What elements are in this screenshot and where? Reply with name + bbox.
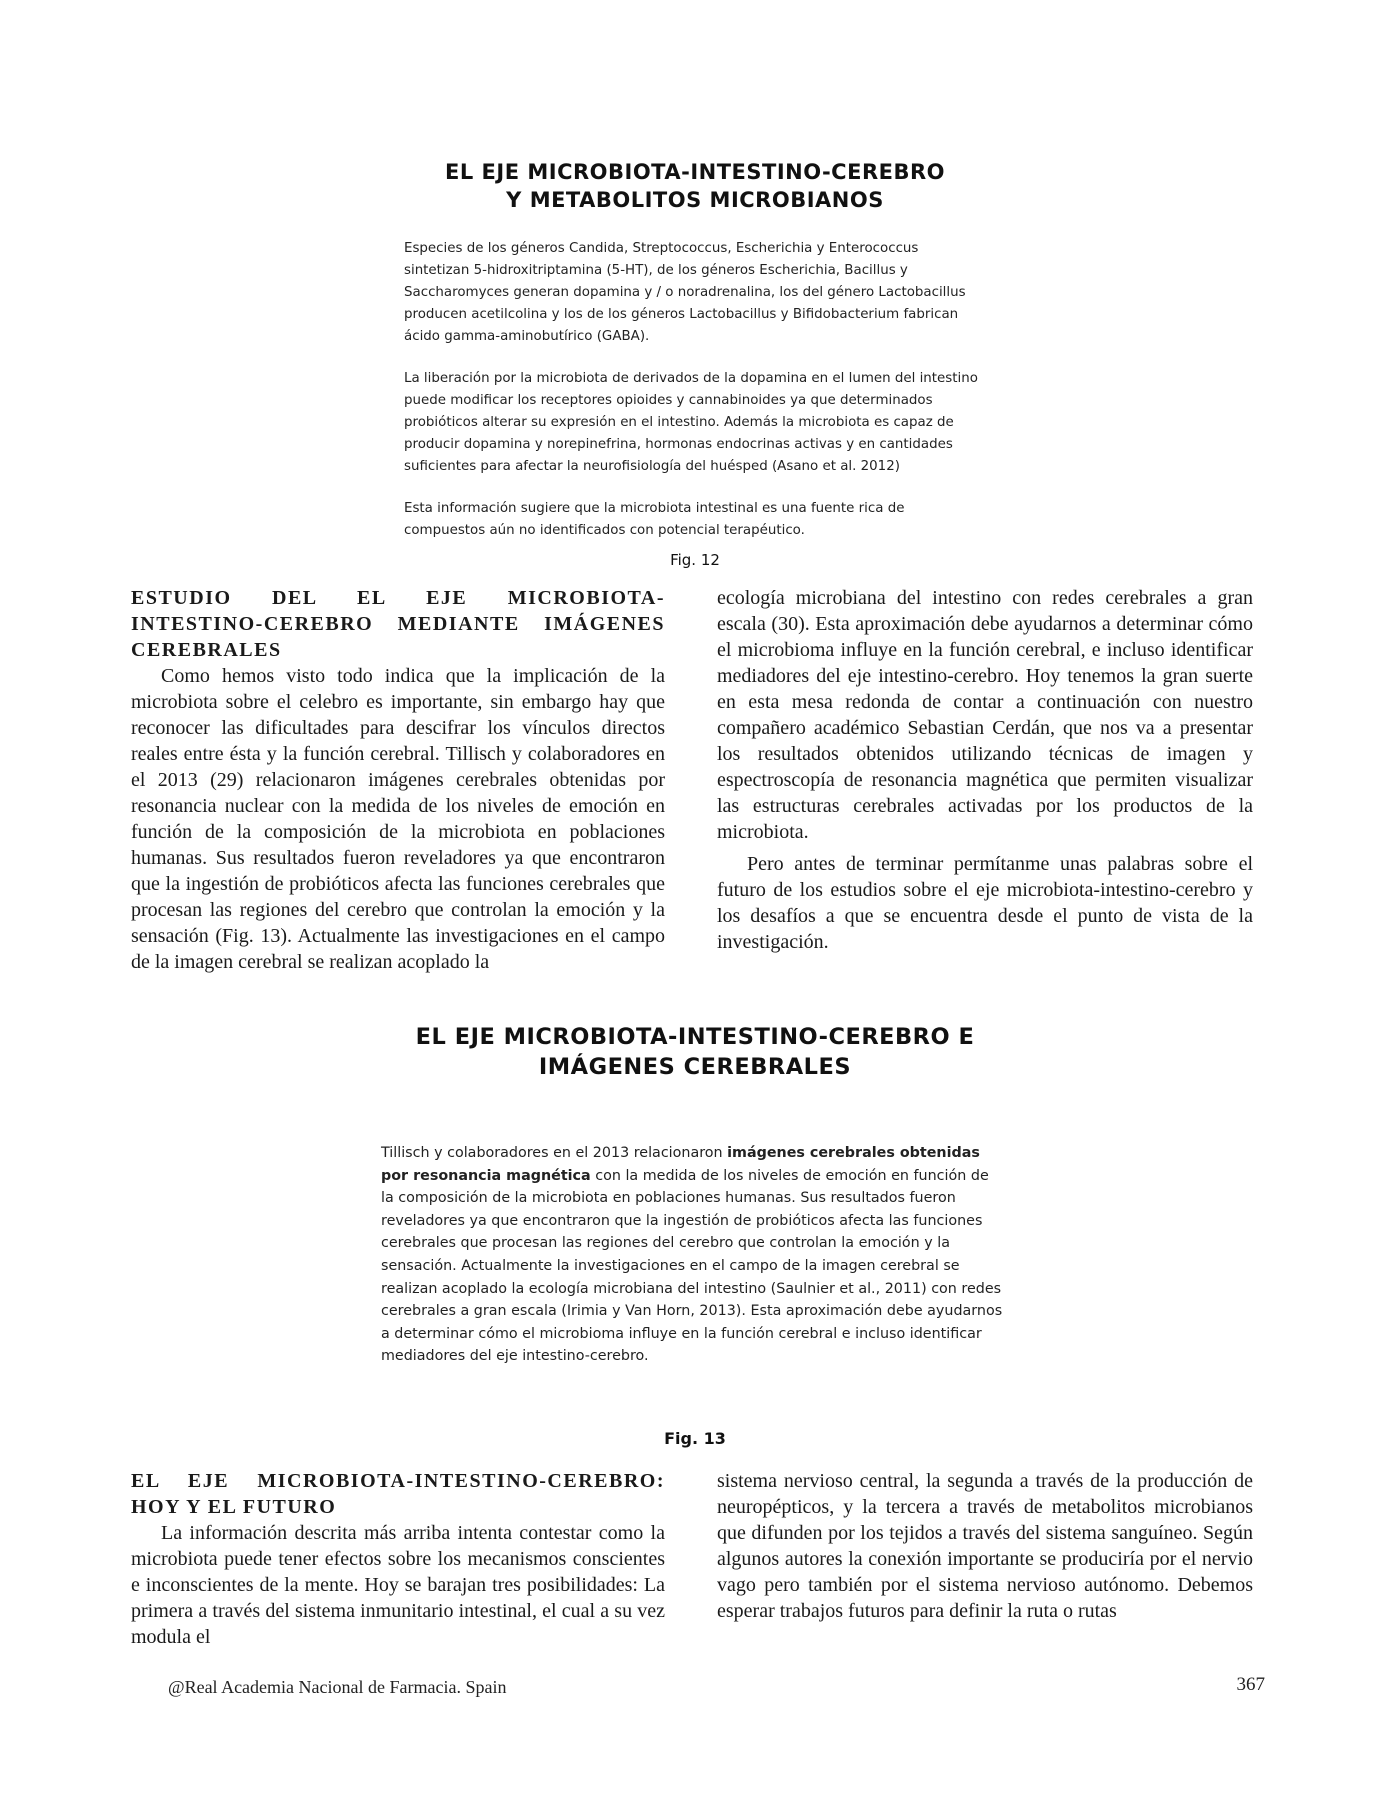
section-1-heading-line-1: ESTUDIO DEL EL EJE MICROBIOTA- [131,587,665,609]
figure-13 [345,1022,1045,1082]
figure-12-title-line-2: Y METABOLITOS MICROBIANOS [506,188,884,212]
section-1-right-paragraph-2: Pero antes de terminar permítanme unas palabras sobre el futuro de los estudios sobre el eje microbiota-intestino-cerebro y los desafíos a que se encuentra desde el punto de vista de la investigación. [717,853,1253,953]
section-2-heading [131,1468,665,1520]
section-1-heading-line-3: CEREBRALES [131,639,282,661]
figure-13-text-rest: con la medida de los niveles de emoción en función de la composición de la microbiota en poblaciones humanas. Sus resultados fueron reveladores ya que encontraron que la ingestión de probióticos afecta las funciones cerebrales que procesan las regiones del cerebro que controlan la emoción y la sensación. Actualmente la investigaciones en el campo de la imagen cerebral se realizan acoplado la ecología microbiana del intestino (Saulnier et al., 2011) con redes cerebrales a gran escala (Irimia y Van Horn, 2013). Esta aproximación debe ayudarnos a determinar cómo el microbioma influye en la función cerebral e incluso identificar mediadores del eje intestino-cerebro. [381,1167,1003,1365]
section-2-right-column [717,1468,1253,1624]
section-1-left-column [131,585,665,975]
section-2-left-paragraph: La información descrita más arriba intenta contestar como la microbiota puede tener efectos sobre los mecanismos conscientes e inconscientes de la mente. Hoy se barajan tres posibilidades: La primera a través del sistema inmunitario intestinal, el cual a su vez modula el [131,1522,665,1648]
section-1-heading [131,585,665,663]
figure-13-body [381,1142,1004,1368]
figure-13-text-intro: Tillisch y colaboradores en el 2013 relacionaron [381,1145,728,1161]
figure-12-paragraph: Esta información sugiere que la microbiota intestinal es una fuente rica de compuestos aún no identificados con potencial terapéutico. [404,501,905,538]
figure-13-title-line-1: EL EJE MICROBIOTA-INTESTINO-CEREBRO E [415,1024,975,1050]
footer-publisher: @Real Academia Nacional de Farmacia. Spain [168,1677,507,1697]
page-number: 367 [1236,1674,1265,1695]
section-1-heading-line-2: INTESTINO-CEREBRO MEDIANTE IMÁGENES [131,613,665,635]
section-1-right-column [717,585,1253,955]
figure-13-title-line-2: IMÁGENES CEREBRALES [538,1054,852,1080]
figure-12-title [395,158,995,214]
figure-13-paragraph [381,1142,1004,1368]
section-2-heading-line-2: HOY Y EL FUTURO [131,1496,337,1518]
section-2-left-column [131,1468,665,1650]
figure-13-label: Fig. 13 [664,1429,726,1448]
figure-13-text-bold: imágenes cerebrales obtenidas por resonancia magnética [381,1145,980,1184]
figure-12-paragraph: La liberación por la microbiota de derivados de la dopamina en el lumen del intestino puede modificar los receptores opioides y cannabinoides ya que determinados probióticos alterar su expresión en el intestino. Además la microbiota es capaz de producir dopamina y norepinefrina, hormonas endocrinas activas y en cantidades suficientes para afectar la neurofisiología del huésped (Asano et al. 2012) [404,371,978,474]
section-2-right-paragraph: sistema nervioso central, la segunda a través de la producción de neuropépticos, y la tercera a través de metabolitos microbianos que difunden por los tejidos a través del sistema sanguíneo. Según algunos autores la conexión importante se produciría por el nervio vago pero también por el sistema nervioso autónomo. Debemos esperar trabajos futuros para definir la ruta o rutas [717,1470,1253,1622]
section-1-right-paragraph-1: ecología microbiana del intestino con redes cerebrales a gran escala (30). Esta aproximación debe ayudarnos a determinar cómo el microbioma influye en la función cerebral, e incluso identificar mediadores del eje intestino-cerebro. Hoy tenemos la gran suerte en esta mesa redonda de contar a continuación con nuestro compañero académico Sebastian Cerdán, que nos va a presentar los resultados obtenidos utilizando técnicas de imagen y espectroscopía de resonancia magnética que permiten visualizar las estructuras cerebrales activadas por los productos de la microbiota. [717,587,1253,843]
figure-12 [395,158,995,214]
figure-12-body [404,238,982,562]
figure-12-label: Fig. 12 [670,551,720,569]
figure-12-title-line-1: EL EJE MICROBIOTA-INTESTINO-CEREBRO [445,160,945,184]
figure-12-paragraph: Especies de los géneros Candida, Streptococcus, Escherichia y Enterococcus sintetizan 5-hidroxitriptamina (5-HT), de los géneros Escherichia, Bacillus y Saccharomyces generan dopamina y / o noradrenalina, los del género Lactobacillus producen acetilcolina y los de los géneros Lactobacillus y Bifidobacterium fabrican ácido gamma-aminobutírico (GABA). [404,241,966,344]
figure-13-title [345,1022,1045,1082]
section-1-left-paragraph: Como hemos visto todo indica que la implicación de la microbiota sobre el celebro es importante, sin embargo hay que reconocer las dificultades para descifrar los vínculos directos reales entre ésta y la función cerebral. Tillisch y colaboradores en el 2013 (29) relacionaron imágenes cerebrales obtenidas por resonancia nuclear con la medida de los niveles de emoción en función de la composición de la microbiota en poblaciones humanas. Sus resultados fueron reveladores ya que encontraron que la ingestión de probióticos afecta las funciones cerebrales que procesan las regiones del cerebro que controlan la emoción y la sensación (Fig. 13). Actualmente las investigaciones en el campo de la imagen cerebral se realizan acoplado la [131,665,665,973]
section-2-heading-line-1: EL EJE MICROBIOTA-INTESTINO-CEREBRO: [131,1470,665,1492]
